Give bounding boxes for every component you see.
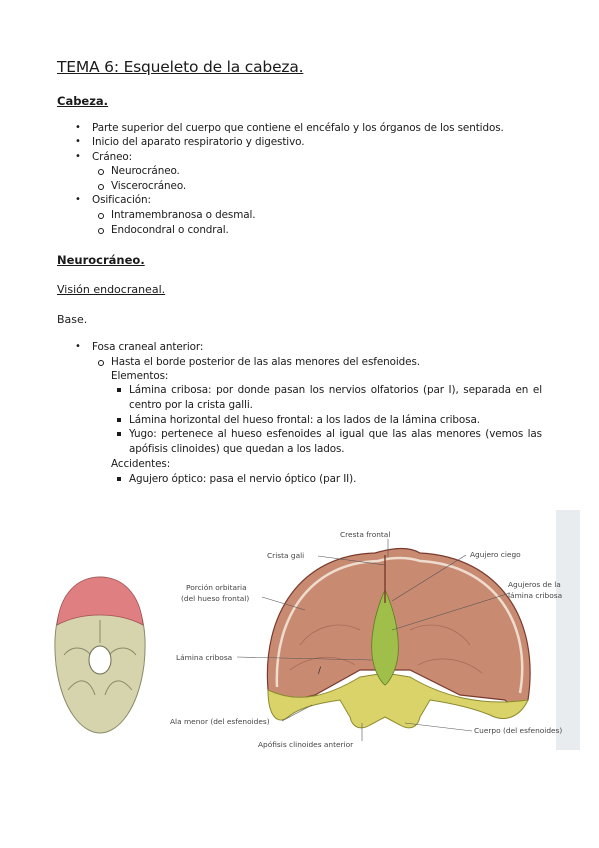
skull-base-thumbnail [55,577,145,733]
list-item: Viscerocráneo. [111,180,187,192]
base-label: Base. [57,313,88,326]
label-agujeros-lamina: Agujeros de la [508,580,561,589]
label-crista-gali: Crista gali [267,551,305,560]
label-cuerpo: Cuerpo (del esfenoides) [474,726,563,735]
list-item: Hasta el borde posterior de las alas menores del esfenoides. [111,356,420,368]
label-cresta-frontal: Cresta frontal [340,530,391,539]
label-porcion-orbitaria-sub: (del hueso frontal) [181,594,250,603]
section-heading-neurocraneo: Neurocráneo. [57,253,145,267]
label-agujeros-lamina-sub: lámina cribosa [508,591,563,600]
section-heading-cabeza: Cabeza. [57,94,109,108]
page-title: TEMA 6: Esqueleto de la cabeza. [57,58,304,76]
list-item: • Parte superior del cuerpo que contiene el encéfalo y los órganos de los sentidos. [92,121,504,136]
label-agujero-ciego: Agujero ciego [470,550,521,559]
list-item: • Fosa craneal anterior: [92,340,203,355]
list-item: Endocondral o condral. [111,224,229,236]
figure-mark: / [318,666,322,676]
anatomy-figure [0,495,599,765]
list-item: • Osificación: [92,193,151,208]
list-item: Lámina horizontal del hueso frontal: a los lados de la lámina cribosa. [129,414,480,426]
label-lamina-cribosa: Lámina cribosa [176,653,233,662]
list-item: • Inicio del aparato respiratorio y digestivo. [92,135,304,150]
list-item: Yugo: pertenece al hueso esfenoides al igual que las alas menores (vemos las apófisis clinoides) que quedan a los lados. [129,428,542,455]
anatomy-illustration [0,495,599,765]
panel-edge [556,510,580,750]
list-item: Intramembranosa o desmal. [111,209,256,221]
label-apofisis: Apófisis clinoides anterior [258,740,354,749]
list-item: Agujero óptico: pasa el nervio óptico (par II). [129,473,357,485]
elementos-label: Elementos: [111,370,169,382]
accidentes-label: Accidentes: [111,458,171,470]
label-porcion-orbitaria: Porción orbitaria [186,583,247,592]
list-item: Neurocráneo. [111,165,180,177]
label-ala-menor: Ala menor (del esfenoides) [170,717,270,726]
list-item: • Cráneo: [92,150,132,165]
list-item: Lámina cribosa: por donde pasan los nervios olfatorios (par I), separada en el centro por la crista galli. [129,384,542,411]
subheading-vision: Visión endocraneal. [57,283,166,296]
